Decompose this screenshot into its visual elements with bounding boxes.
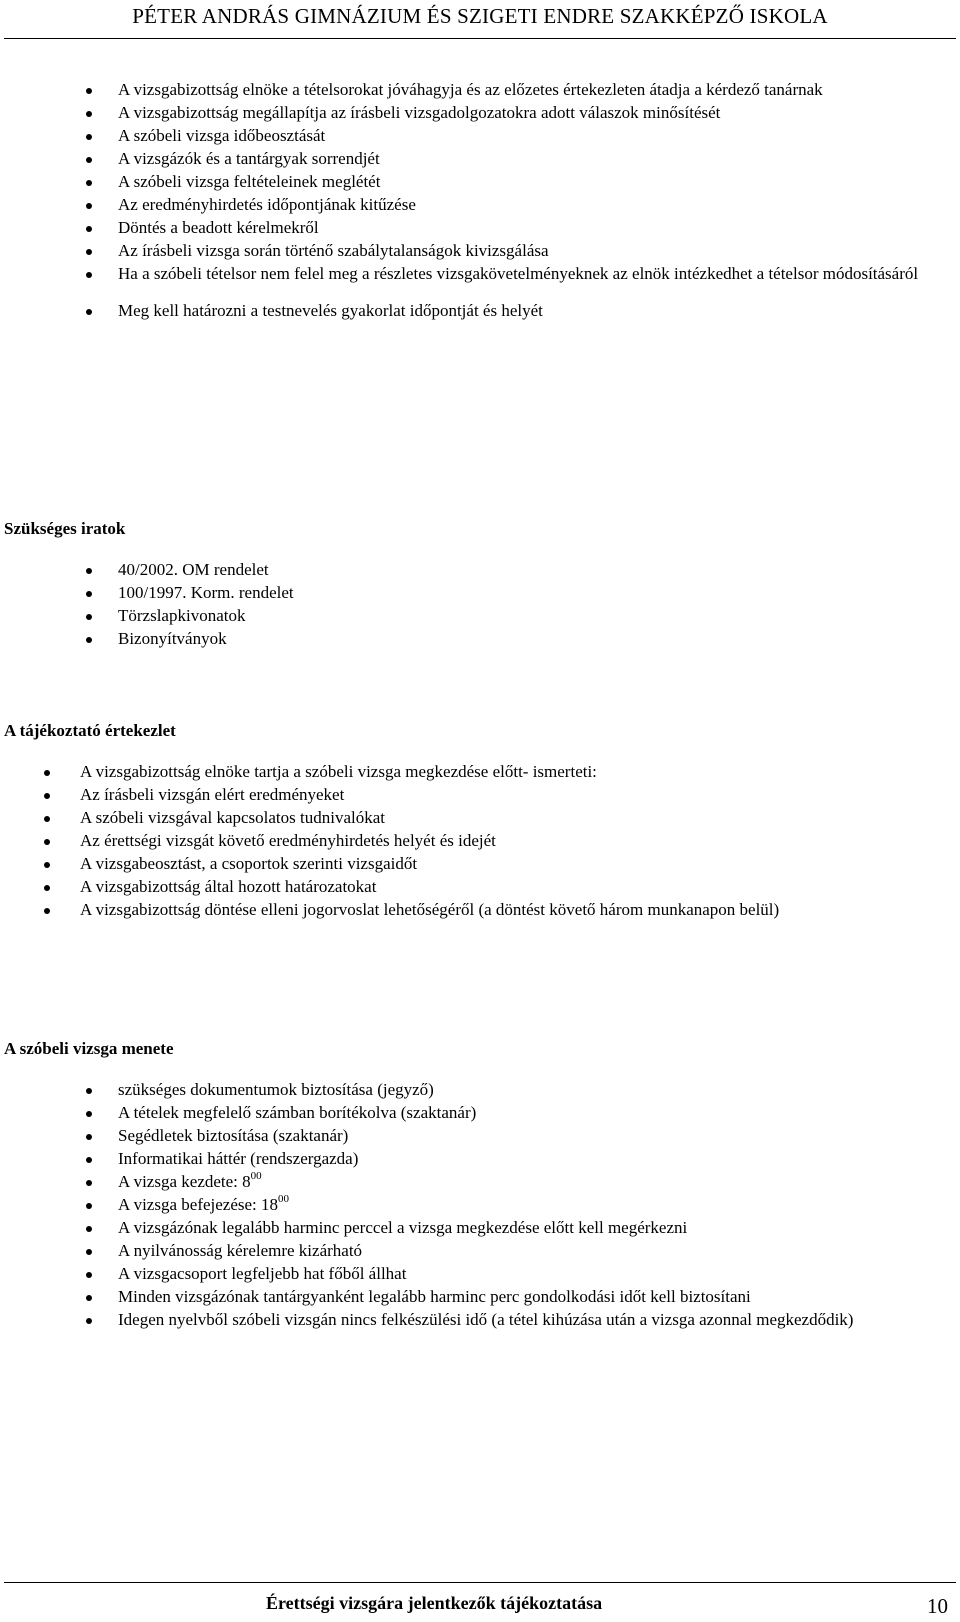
bullet-icon (86, 226, 92, 232)
list-item: A vizsgázók és a tantárgyak sorrendjét (118, 147, 960, 170)
header-divider (4, 38, 956, 39)
bullet-icon (44, 885, 50, 891)
bullet-icon (86, 249, 92, 255)
list-item: A vizsgabizottság elnöke tartja a szóbeli vizsga megkezdése előtt- ismerteti: (80, 760, 960, 783)
list-item: A vizsgacsoport legfeljebb hat főből állhat (118, 1262, 960, 1285)
bullet-icon (86, 157, 92, 163)
bullet-icon (86, 88, 92, 94)
oral-exam-heading: A szóbeli vizsga menete (4, 1039, 174, 1058)
bullet-icon (86, 1157, 92, 1163)
bullet-icon (86, 309, 92, 315)
bullet-icon (44, 793, 50, 799)
bullet-icon (86, 1088, 92, 1094)
oral-exam-list (118, 1078, 960, 1331)
bullet-icon (86, 203, 92, 209)
list-item: A vizsga befejezése: $18^{00}$ (118, 1193, 960, 1216)
list-item: Az érettségi vizsgát követő eredményhirdetés helyét és idejét (80, 829, 960, 852)
list-item: A tételek megfelelő számban borítékolva (szaktanár) (118, 1101, 960, 1124)
list-item: A vizsgabizottság által hozott határozatokat (80, 875, 960, 898)
documents-heading: Szükséges iratok (4, 519, 126, 538)
list-item: Ha a szóbeli tételsor nem felel meg a részletes vizsgakövetelményeknek az elnök intézkedhet a tételsor módosításáról (118, 262, 958, 285)
list-item: A vizsgázónak legalább harminc perccel a vizsga megkezdése előtt kell megérkezni (118, 1216, 960, 1239)
bullet-icon (86, 180, 92, 186)
list-item: A vizsgabizottság elnöke a tételsorokat jóváhagyja és az előzetes értekezleten átadja a kérdező tanárnak (118, 78, 960, 101)
list-item: A szóbeli vizsga feltételeinek meglétét (118, 170, 960, 193)
list-item: A vizsgabeosztást, a csoportok szerinti vizsgaidőt (80, 852, 960, 875)
list-item: szükséges dokumentumok biztosítása (jegyző) (118, 1078, 960, 1101)
bullet-icon (86, 568, 92, 574)
bullet-icon (86, 111, 92, 117)
list-item: Idegen nyelvből szóbeli vizsgán nincs felkészülési idő (a tétel kihúzása után a vizsga azonnal megkezdődik) (118, 1308, 960, 1331)
list-item: Az eredményhirdetés időpontjának kitűzése (118, 193, 960, 216)
list-item: A szóbeli vizsga időbeosztását (118, 124, 960, 147)
bullet-icon (86, 591, 92, 597)
list-item: Bizonyítványok (118, 627, 960, 650)
duties-list (118, 78, 960, 322)
bullet-icon (86, 1226, 92, 1232)
bullet-icon (86, 637, 92, 643)
briefing-list (80, 760, 960, 921)
bullet-icon (86, 1249, 92, 1255)
documents-list (118, 558, 960, 650)
bullet-icon (44, 839, 50, 845)
list-item: A vizsgabizottság megállapítja az írásbeli vizsgadolgozatokra adott válaszok minősítését (118, 101, 960, 124)
footer-title: Érettségi vizsgára jelentkezők tájékoztatása (266, 1593, 603, 1613)
bullet-icon (86, 1318, 92, 1324)
bullet-icon (44, 816, 50, 822)
bullet-icon (86, 272, 92, 278)
list-item: Informatikai háttér (rendszergazda) (118, 1147, 960, 1170)
list-item: A nyilvánosság kérelemre kizárható (118, 1239, 960, 1262)
briefing-heading: A tájékoztató értekezlet (4, 721, 176, 740)
page-number: 10 (927, 1594, 948, 1618)
list-item: Minden vizsgázónak tantárgyanként legalább harminc perc gondolkodási időt kell biztosítani (118, 1285, 960, 1308)
bullet-icon (86, 1272, 92, 1278)
bullet-icon (86, 1295, 92, 1301)
bullet-icon (44, 770, 50, 776)
list-item: 100/1997. Korm. rendelet (118, 581, 960, 604)
bullet-icon (86, 1180, 92, 1186)
page-header: PÉTER ANDRÁS GIMNÁZIUM ÉS SZIGETI ENDRE SZAKKÉPZŐ ISKOLA (132, 4, 828, 28)
list-item: 40/2002. OM rendelet (118, 558, 960, 581)
list-item: Döntés a beadott kérelmekről (118, 216, 960, 239)
bullet-icon (86, 1111, 92, 1117)
list-item: A szóbeli vizsgával kapcsolatos tudnivalókat (80, 806, 960, 829)
footer-divider (4, 1582, 956, 1583)
bullet-icon (44, 862, 50, 868)
bullet-icon (44, 908, 50, 914)
list-item: Törzslapkivonatok (118, 604, 960, 627)
list-item: Meg kell határozni a testnevelés gyakorlat időpontját és helyét (118, 299, 960, 322)
list-item: Az írásbeli vizsga során történő szabálytalanságok kivizsgálása (118, 239, 960, 262)
list-item: Segédletek biztosítása (szaktanár) (118, 1124, 960, 1147)
list-item: A vizsgabizottság döntése elleni jogorvoslat lehetőségéről (a döntést követő három munkanapon belül) (80, 898, 960, 921)
list-item: Az írásbeli vizsgán elért eredményeket (80, 783, 960, 806)
list-item: A vizsga kezdete: $8^{00}$ (118, 1170, 960, 1193)
bullet-icon (86, 1203, 92, 1209)
bullet-icon (86, 614, 92, 620)
bullet-icon (86, 1134, 92, 1140)
bullet-icon (86, 134, 92, 140)
